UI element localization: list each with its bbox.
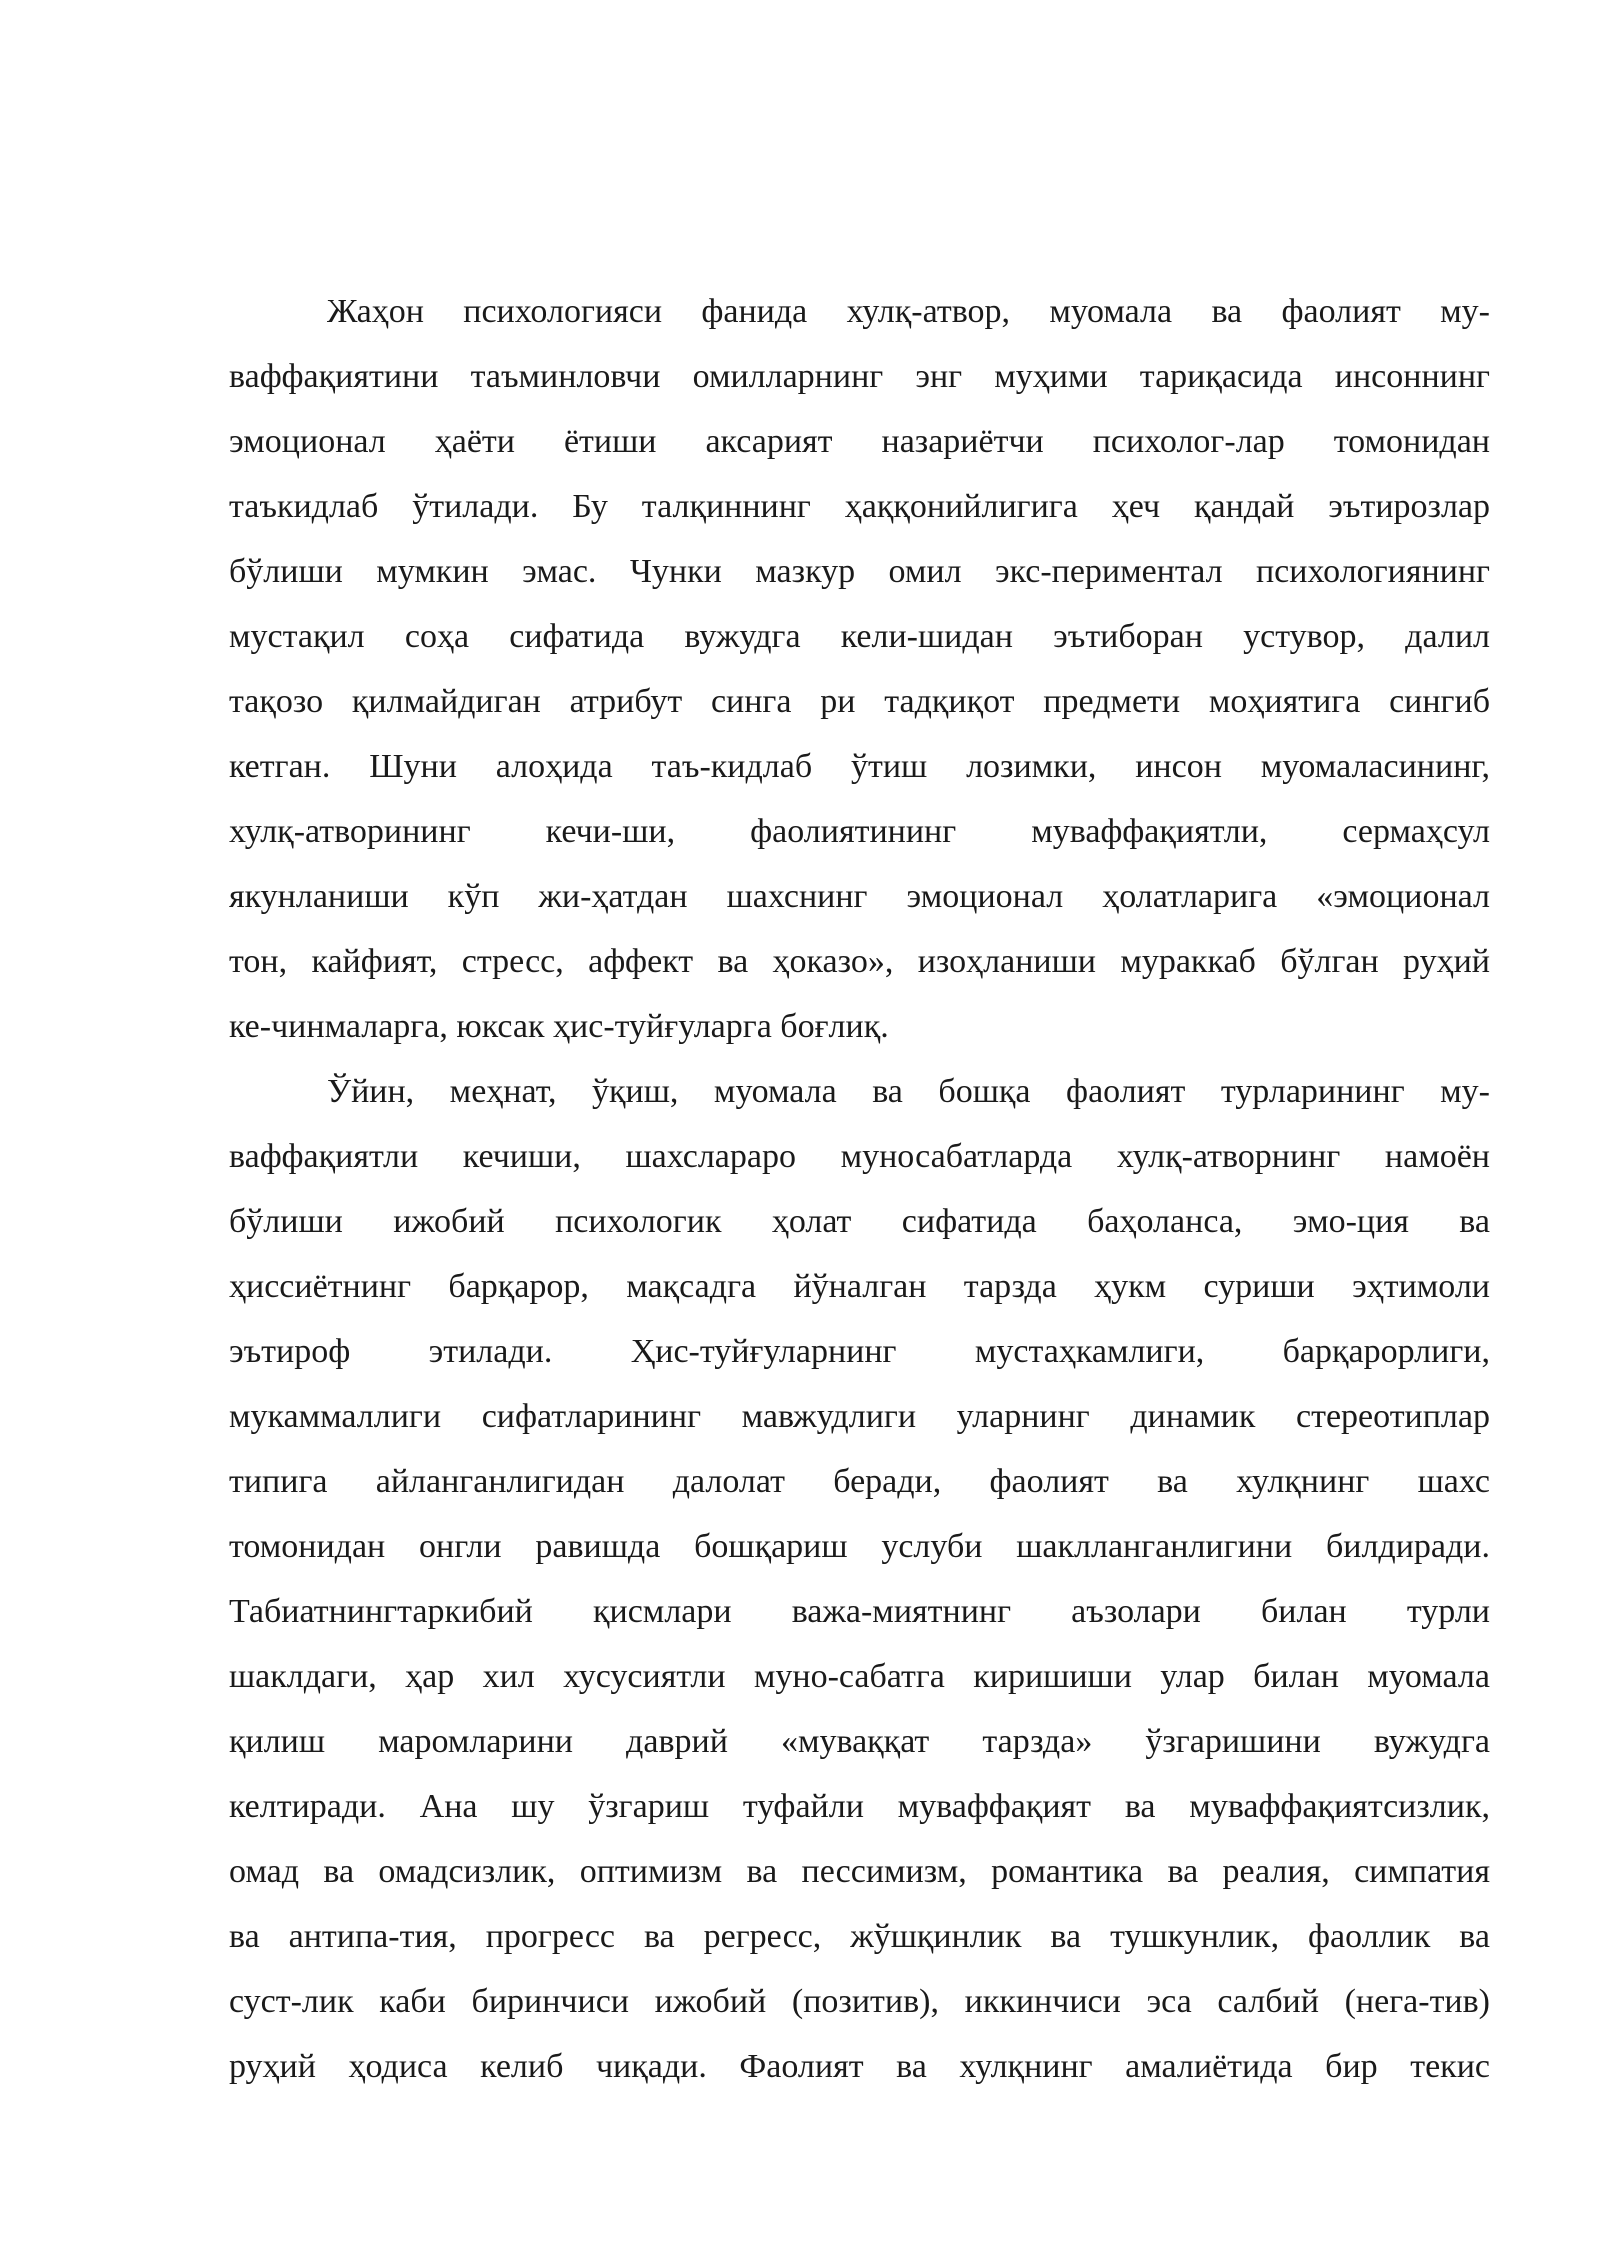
text-line: мустақил соҳа сифатида вужудга кели-шидан эътиборан устувор, далил [229,618,1490,655]
text-line: шаклдаги, ҳар хил хусусиятли муно-сабатга киришиши улар билан муомала [229,1658,1490,1695]
paragraph-2 [229,1066,1490,2106]
paragraph-1 [229,286,1490,1066]
text-line: ваффақиятли кечиши, шахслараро муносабатларда хулқ-атворнинг намоён [229,1138,1490,1175]
text-line: ҳиссиётнинг барқарор, мақсадга йўналган тарзда ҳукм суриши эҳтимоли [229,1268,1490,1305]
text-line: бўлиши ижобий психологик ҳолат сифатида баҳоланса, эмо-ция ва [229,1203,1490,1240]
text-line: эътироф этилади. Ҳис-туйғуларнинг мустаҳкамлиги, барқарорлиги, [229,1333,1490,1370]
text-line: якунланиши кўп жи-ҳатдан шахснинг эмоционал ҳолатларига «эмоционал [229,878,1490,915]
text-line: Ўйин, меҳнат, ўқиш, муомала ва бошқа фаолият турларининг му- [327,1073,1490,1110]
text-line: бўлиши мумкин эмас. Чунки мазкур омил экс-периментал психологиянинг [229,553,1490,590]
text-line: руҳий ҳодиса келиб чиқади. Фаолият ва хулқнинг амалиётида бир текис [229,2048,1490,2085]
text-line: омад ва омадсизлик, оптимизм ва пессимизм, романтика ва реалия, симпатия [229,1853,1490,1890]
text-line: тақозо қилмайдиган атрибут синга ри тадқиқот предмети моҳиятига сингиб [229,683,1490,720]
text-line: келтиради. Ана шу ўзгариш туфайли муваффақият ва муваффақиятсизлик, [229,1788,1490,1825]
text-line: Жаҳон психологияси фанида хулқ-атвор, муомала ва фаолият му- [327,293,1490,330]
text-line: Табиатнингтаркибий қисмлари важа-миятнинг аъзолари билан турли [229,1593,1490,1630]
document-body [229,286,1490,2106]
text-line: ке-чинмаларга, юксак ҳис-туйғуларга боғлиқ. [229,1008,889,1045]
text-line: тон, кайфият, стресс, аффект ва ҳоказо», изоҳланиши мураккаб бўлган руҳий [229,943,1490,980]
text-line: томонидан онгли равишда бошқариш услуби шаклланганлигини билдиради. [229,1528,1490,1565]
text-line: таъкидлаб ўтилади. Бу талқиннинг ҳаққонийлигига ҳеч қандай эътирозлар [229,488,1490,525]
text-line: типига айланганлигидан далолат беради, фаолият ва хулқнинг шахс [229,1463,1490,1500]
text-line: мукаммаллиги сифатларининг мавжудлиги уларнинг динамик стереотиплар [229,1398,1490,1435]
text-line: қилиш маромларини даврий «муваққат тарзда» ўзгаришини вужудга [229,1723,1490,1760]
text-line: ваффақиятини таъминловчи омилларнинг энг муҳими тариқасида инсоннинг [229,358,1490,395]
text-line: эмоционал ҳаёти ётиши аксарият назариётчи психолог-лар томонидан [229,423,1490,460]
text-line: хулқ-атворининг кечи-ши, фаолиятининг муваффақиятли, сермаҳсул [229,813,1490,850]
text-line: ва антипа-тия, прогресс ва регресс, жўшқинлик ва тушкунлик, фаоллик ва [229,1918,1490,1955]
text-line: кетган. Шуни алоҳида таъ-кидлаб ўтиш лозимки, инсон муомаласининг, [229,748,1490,785]
text-line: суст-лик каби биринчиси ижобий (позитив), иккинчиси эса салбий (нега-тив) [229,1983,1490,2020]
